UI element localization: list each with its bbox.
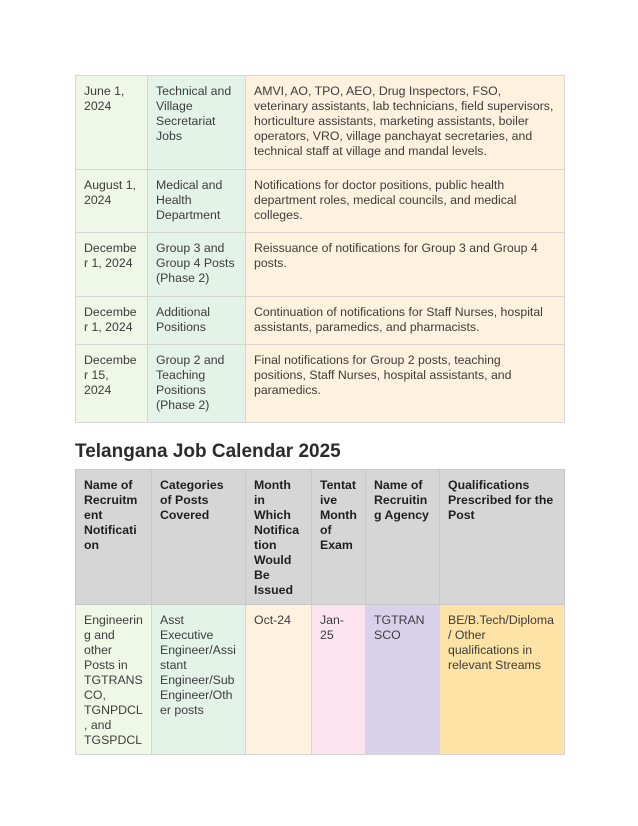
schedule-category-cell: Group 2 and Teaching Positions (Phase 2) bbox=[148, 345, 246, 423]
schedule-details-cell: Reissuance of notifications for Group 3 and Group 4 posts. bbox=[246, 233, 565, 297]
schedule-category-cell: Group 3 and Group 4 Posts (Phase 2) bbox=[148, 233, 246, 297]
table-row bbox=[76, 345, 565, 423]
table-row bbox=[76, 605, 565, 755]
column-header-notification: Name of Recruitment Notification bbox=[76, 470, 152, 605]
exam-month-cell: Jan-25 bbox=[312, 605, 366, 755]
schedule-category-cell: Technical and Village Secretariat Jobs bbox=[148, 76, 246, 170]
table-row bbox=[76, 297, 565, 345]
schedule-category-cell: Medical and Health Department bbox=[148, 170, 246, 233]
table-row bbox=[76, 233, 565, 297]
schedule-details-cell: AMVI, AO, TPO, AEO, Drug Inspectors, FSO, veterinary assistants, lab technicians, field supervisors, horticulture assistants, marketing assistants, boiler operators, VRO, village panchayat secretaries, and technical staff at village and mandal levels. bbox=[246, 76, 565, 170]
table-row bbox=[76, 76, 565, 170]
table-row bbox=[76, 170, 565, 233]
section-heading: Telangana Job Calendar 2025 bbox=[75, 441, 341, 462]
schedule-details-cell: Notifications for doctor positions, public health department roles, medical councils, and medical colleges. bbox=[246, 170, 565, 233]
schedule-details-cell: Continuation of notifications for Staff Nurses, hospital assistants, paramedics, and pharmacists. bbox=[246, 297, 565, 345]
column-header-exam-month: Tentative Month of Exam bbox=[312, 470, 366, 605]
column-header-qualifications: Qualifications Prescribed for the Post bbox=[440, 470, 565, 605]
agency-cell: TGTRANSCO bbox=[366, 605, 440, 755]
categories-cell: Asst Executive Engineer/Assistant Engineer/Sub Engineer/Other posts bbox=[152, 605, 246, 755]
schedule-date-cell: December 1, 2024 bbox=[76, 233, 148, 297]
table-header-row bbox=[76, 470, 565, 605]
schedule-details-cell: Final notifications for Group 2 posts, teaching positions, Staff Nurses, hospital assistants, and paramedics. bbox=[246, 345, 565, 423]
column-header-categories: Categories of Posts Covered bbox=[152, 470, 246, 605]
job-calendar-table bbox=[75, 469, 565, 755]
column-header-month-issued: Month in Which Notification Would Be Issued bbox=[246, 470, 312, 605]
notification-cell: Engineering and other Posts in TGTRANSCO, TGNPDCL, and TGSPDCL bbox=[76, 605, 152, 755]
schedule-category-cell: Additional Positions bbox=[148, 297, 246, 345]
schedule-date-cell: December 1, 2024 bbox=[76, 297, 148, 345]
qualifications-cell: BE/B.Tech/Diploma/ Other qualifications in relevant Streams bbox=[440, 605, 565, 755]
schedule-date-cell: December 15, 2024 bbox=[76, 345, 148, 423]
notification-schedule-table bbox=[75, 75, 565, 423]
month-issued-cell: Oct-24 bbox=[246, 605, 312, 755]
column-header-agency: Name of Recruiting Agency bbox=[366, 470, 440, 605]
schedule-date-cell: June 1, 2024 bbox=[76, 76, 148, 170]
schedule-date-cell: August 1, 2024 bbox=[76, 170, 148, 233]
